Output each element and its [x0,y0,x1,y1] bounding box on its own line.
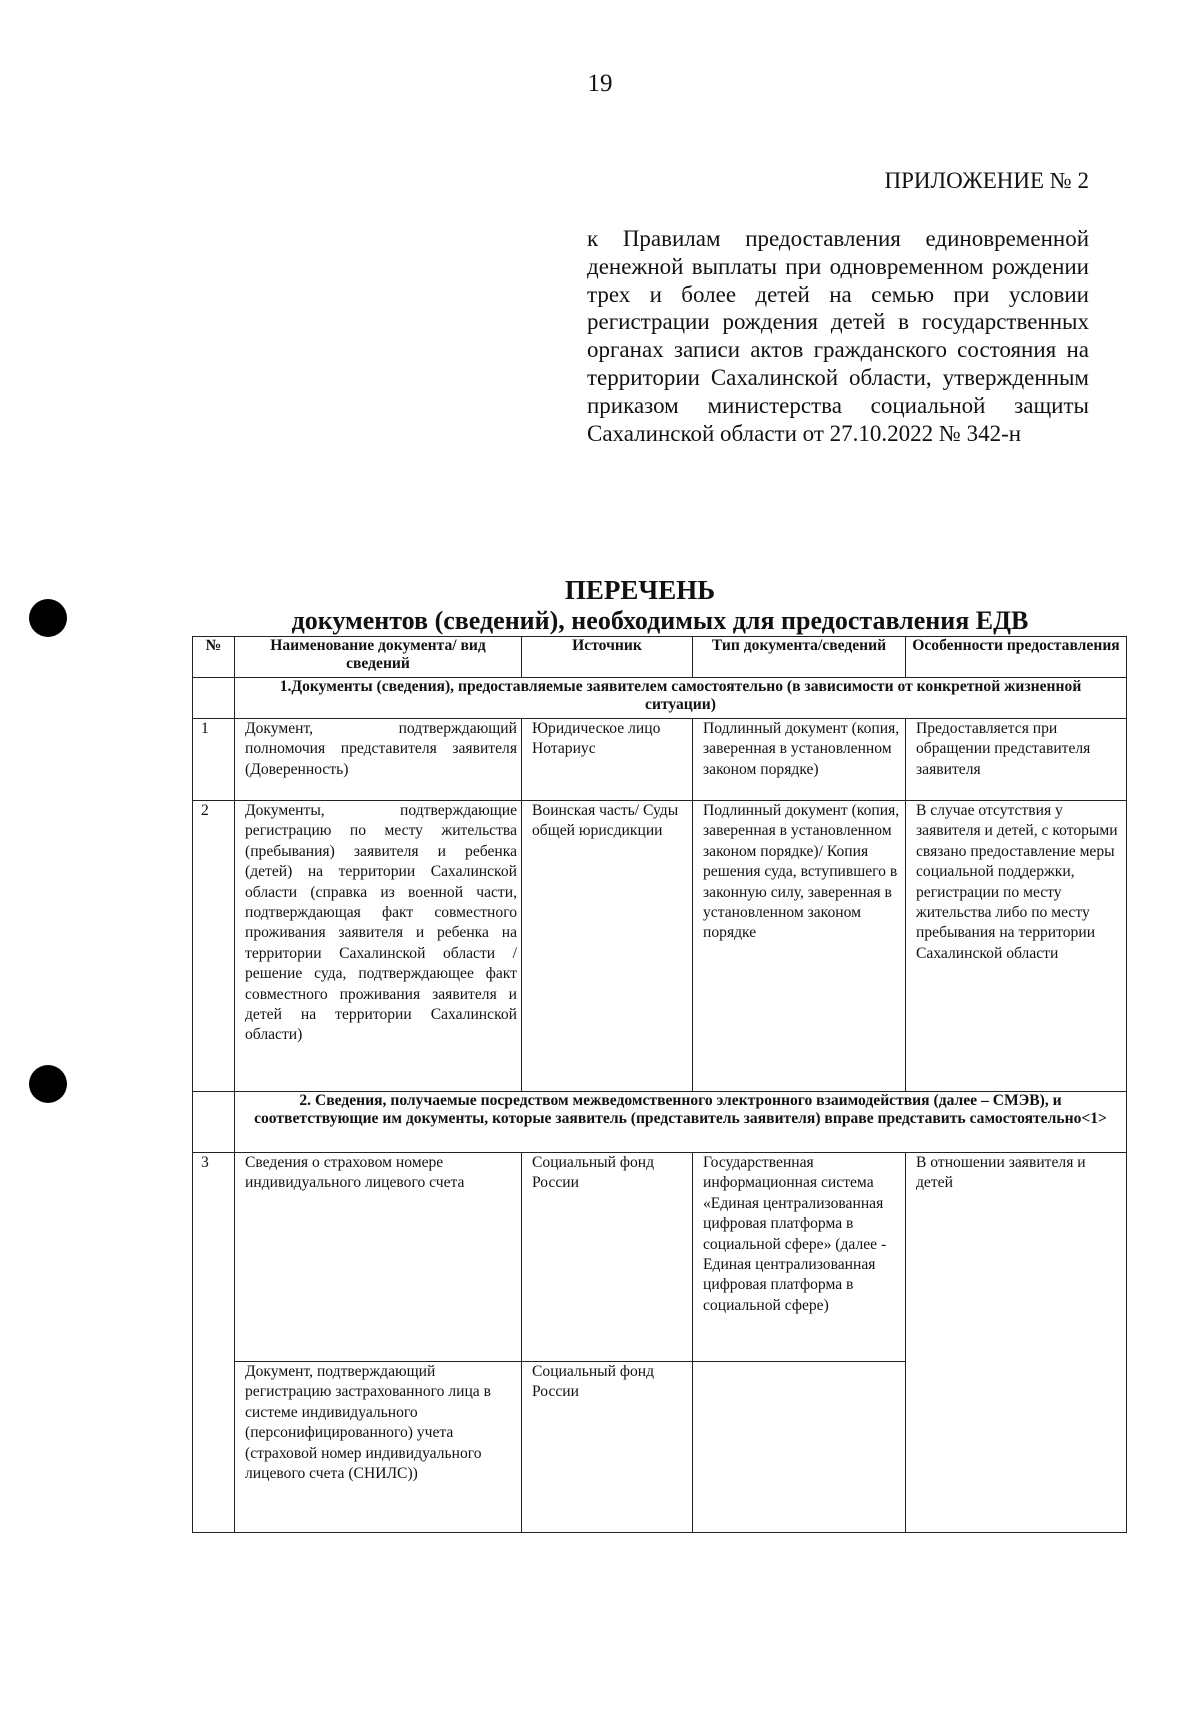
documents-table [192,636,1127,1533]
row-document-type: Подлинный документ (копия, заверенная в установленном законом порядке)/ Копия решения суда, вступившего в законную силу, заверенная в установленном законом порядке [693,801,906,1092]
row-document-type: Государственная информационная система «Единая централизованная цифровая платформа в социальной сфере» (далее - Единая централизованная цифровая платформа в социальной сфере) [693,1153,906,1362]
header-num: № [193,637,235,678]
appendix-title: ПРИЛОЖЕНИЕ № 2 [884,168,1089,193]
section-2-title: 2. Сведения, получаемые посредством межведомственного электронного взаимодействия (далее – СМЭВ), и соответствующие им документы, которые заявитель (представитель заявителя) вправе представить самостоятельно<1> [235,1092,1127,1153]
row-document-name: Документ, подтверждающий полномочия представителя заявителя (Доверенность) [235,719,522,801]
header-source: Источник [522,637,693,678]
row-features: Предоставляется при обращении представителя заявителя [906,719,1127,801]
row-num: 2 [193,801,235,1092]
row-document-type: Подлинный документ (копия, заверенная в установленном законом порядке) [693,719,906,801]
document-title: ПЕРЕЧЕНЬ [564,575,716,605]
appendix-body: к Правилам предоставления единовременной денежной выплаты при одновременном рождении трех и более детей на семью при условии регистрации рождения детей в государственных органах записи актов гражданского состояния на территории Сахалинской области, утвержденным приказом министерства социальной защиты Сахалинской области от 27.10.2022 № 342-н [587,226,1089,446]
row-source: Юридическое лицо Нотариус [522,719,693,801]
table-row [193,1153,1127,1362]
table-header-row [193,637,1127,678]
section-num-cell [193,678,235,719]
table-row [193,719,1127,801]
row-source: Социальный фонд России [522,1362,693,1533]
section-num-cell [193,1092,235,1153]
header-document-name: Наименование документа/ вид сведений [235,637,522,678]
row-features: В отношении заявителя и детей [906,1153,1127,1533]
row-num: 3 [193,1153,235,1533]
row-features: В случае отсутствия у заявителя и детей, с которыми связано предоставление меры социальной поддержки, регистрации по месту жительства либо по месту пребывания на территории Сахалинской области [906,801,1127,1092]
row-document-type [693,1362,906,1533]
row-source: Социальный фонд России [522,1153,693,1362]
section-row [193,1092,1127,1153]
section-1-title: 1.Документы (сведения), предоставляемые заявителем самостоятельно (в зависимости от конкретной жизненной ситуации) [235,678,1127,719]
page-number: 19 [587,70,613,97]
section-row [193,678,1127,719]
punch-hole-bottom [29,1065,67,1103]
row-document-name: Документ, подтверждающий регистрацию застрахованного лица в системе индивидуального (персонифицированного) учета (страховой номер индивидуального лицевого счета (СНИЛС)) [235,1362,522,1533]
table-row [193,801,1127,1092]
header-features: Особенности предоставления [906,637,1127,678]
document-subtitle: документов (сведений), необходимых для предоставления ЕДВ [291,606,1029,635]
header-document-type: Тип документа/сведений [693,637,906,678]
row-num: 1 [193,719,235,801]
row-document-name: Сведения о страховом номере индивидуального лицевого счета [235,1153,522,1362]
row-document-name: Документы, подтверждающие регистрацию по месту жительства (пребывания) заявителя и ребенка (детей) на территории Сахалинской области (справка из военной части, подтверждающая факт совместного проживания заявителя и ребенка на территории Сахалинской области / решение суда, подтверждающее факт совместного проживания заявителя и детей на территории Сахалинской области) [235,801,522,1092]
row-source: Воинская часть/ Суды общей юрисдикции [522,801,693,1092]
